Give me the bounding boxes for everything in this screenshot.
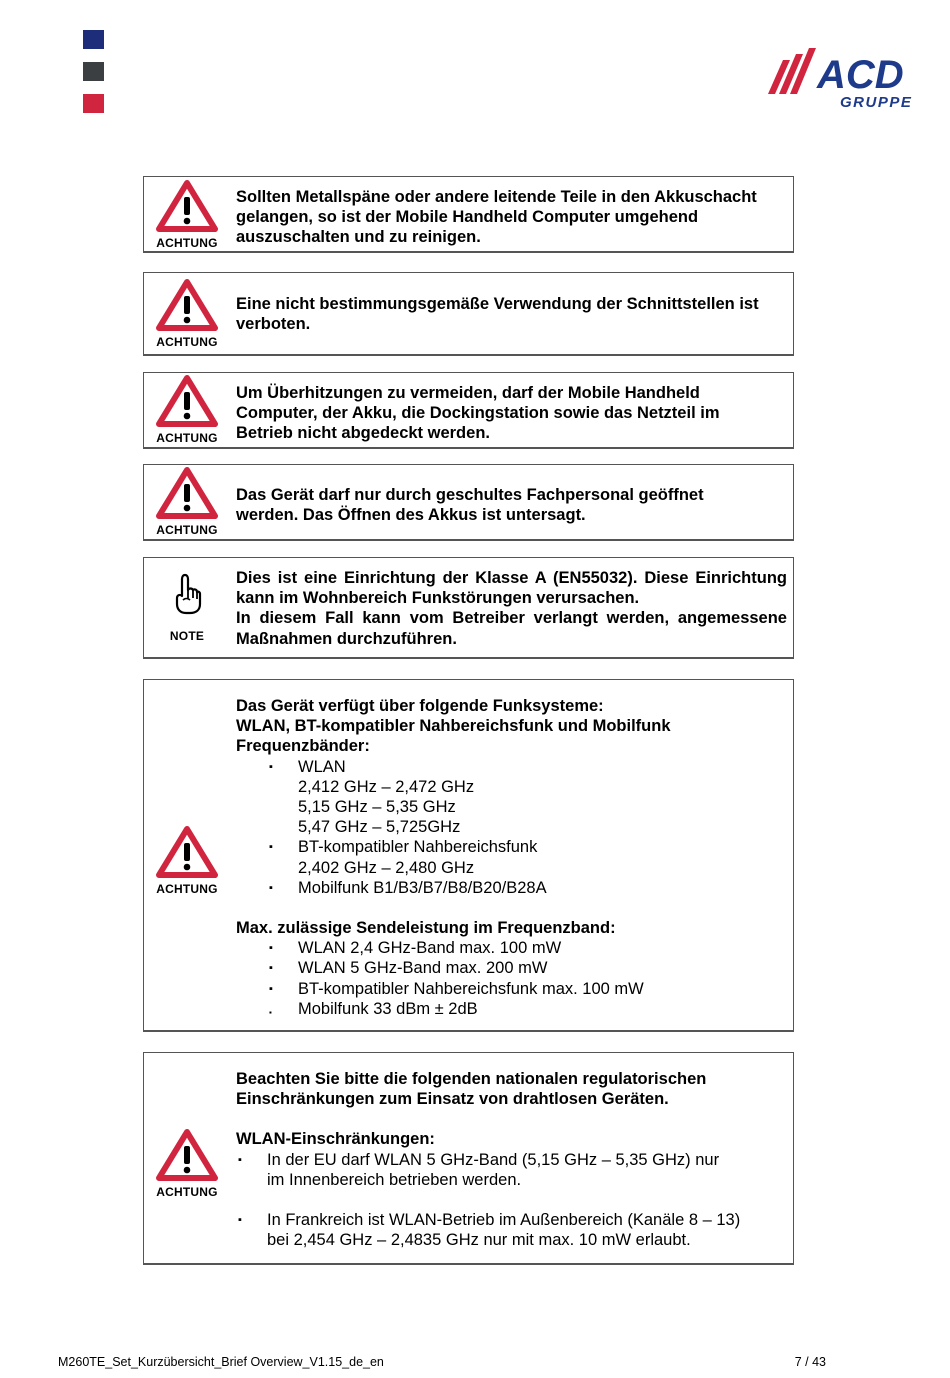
bullet-icon: ▪ xyxy=(269,982,273,995)
notice-label: ACHTUNG xyxy=(156,236,218,250)
bullet-icon: ▪ xyxy=(269,841,273,854)
notice-text xyxy=(236,696,787,1019)
band-value: 2,412 GHz – 2,472 GHz xyxy=(298,777,475,796)
restriction-item xyxy=(236,1210,787,1230)
notice-text xyxy=(236,485,787,525)
warning-triangle-icon xyxy=(156,375,218,427)
band-value: 2,402 GHz – 2,480 GHz xyxy=(298,858,475,877)
intro-line: Frequenzbänder: xyxy=(236,737,370,756)
bullet-icon: ▪ xyxy=(269,760,273,773)
bullet-icon: ▪ xyxy=(269,962,273,975)
warning-triangle-icon xyxy=(156,180,218,232)
power-item xyxy=(236,979,787,999)
warning-triangle-icon xyxy=(156,826,218,878)
band-value: 5,15 GHz – 5,35 GHz xyxy=(298,798,456,817)
power-item xyxy=(236,958,787,978)
notice-line: auszuschalten und zu reinigen. xyxy=(236,228,481,247)
notice-label: ACHTUNG xyxy=(156,1185,218,1199)
svg-text:GRUPPE: GRUPPE xyxy=(840,94,913,111)
restriction-continuation: bei 2,454 GHz – 2,4835 GHz nur mit max. 10 mW erlaubt. xyxy=(267,1231,691,1250)
intro-line: Das Gerät verfügt über folgende Funksysteme: xyxy=(236,697,604,715)
power-item xyxy=(236,999,787,1019)
svg-text:ACD: ACD xyxy=(817,53,904,97)
notice-line: Um Überhitzungen zu vermeiden, darf der Mobile Handheld xyxy=(236,384,700,402)
restriction-text: In Frankreich ist WLAN-Betrieb im Außenbereich (Kanäle 8 – 13) xyxy=(267,1211,741,1230)
band-name: Mobilfunk B1/B3/B7/B8/B20/B28A xyxy=(298,878,547,897)
power-text: WLAN 5 GHz-Band max. 200 mW xyxy=(298,959,548,978)
bullet-icon: ▪ xyxy=(269,881,273,894)
notice-line: Computer, der Akku, die Dockingstation sowie das Netzteil im xyxy=(236,404,720,423)
warning-box-regulatory xyxy=(143,1052,794,1265)
warning-triangle-icon xyxy=(156,279,218,331)
pointing-hand-icon xyxy=(172,573,202,615)
power-item xyxy=(236,938,787,958)
bullet-icon: ▪ xyxy=(269,1007,272,1017)
warning-box-metal-chips xyxy=(143,176,794,253)
band-item-bt xyxy=(236,837,787,857)
notice-text xyxy=(236,294,787,334)
notice-paragraph: Dies ist eine Einrichtung der Klasse A (EN55032). Diese Einrichtung kann im Wohnbereich Funkstörungen verursachen. xyxy=(236,569,787,608)
notice-line: Betrieb nicht abgedeckt werden. xyxy=(236,424,490,443)
notice-line: gelangen, so ist der Mobile Handheld Computer umgehend xyxy=(236,208,699,227)
intro-line: Einschränkungen zum Einsatz von drahtlosen Geräten. xyxy=(236,1090,669,1109)
notice-label: ACHTUNG xyxy=(156,882,218,896)
restriction-text: In der EU darf WLAN 5 GHz-Band (5,15 GHz – 5,35 GHz) nur xyxy=(267,1150,720,1169)
notice-text xyxy=(236,187,787,248)
band-item-mobile xyxy=(236,878,787,898)
warning-triangle-icon xyxy=(156,1129,218,1181)
warning-box-overheating xyxy=(143,372,794,449)
brand-square-gray xyxy=(83,62,104,81)
band-name: BT-kompatibler Nahbereichsfunk xyxy=(298,838,538,857)
notice-text xyxy=(236,568,787,649)
restriction-item xyxy=(236,1150,787,1170)
restriction-continuation: im Innenbereich betrieben werden. xyxy=(267,1170,522,1189)
notice-label: ACHTUNG xyxy=(156,523,218,537)
notice-label: ACHTUNG xyxy=(156,431,218,445)
note-icon-column xyxy=(144,558,230,657)
notice-label: ACHTUNG xyxy=(156,335,218,349)
notice-line: werden. Das Öffnen des Akkus ist untersagt. xyxy=(236,506,586,525)
band-value: 5,47 GHz – 5,725GHz xyxy=(298,818,461,837)
warning-triangle-icon xyxy=(156,467,218,519)
warning-box-interfaces xyxy=(143,272,794,356)
acd-gruppe-logo xyxy=(765,46,920,114)
warning-icon-column xyxy=(144,1053,230,1263)
power-text: BT-kompatibler Nahbereichsfunk max. 100 mW xyxy=(298,979,644,998)
power-text: Mobilfunk 33 dBm ± 2dB xyxy=(298,999,478,1018)
power-text: WLAN 2,4 GHz-Band max. 100 mW xyxy=(298,939,562,958)
warning-icon-column xyxy=(144,273,230,354)
intro-line: WLAN, BT-kompatibler Nahbereichsfunk und Mobilfunk xyxy=(236,717,671,736)
notice-label: NOTE xyxy=(169,628,205,643)
bullet-icon: ▪ xyxy=(238,1153,242,1166)
notice-paragraph: In diesem Fall kann vom Betreiber verlangt werden, angemessene Maßnahmen durchzuführen. xyxy=(236,609,787,648)
warning-box-opening xyxy=(143,464,794,541)
bullet-icon: ▪ xyxy=(238,1214,242,1227)
note-box-class-a xyxy=(143,557,794,659)
band-name: WLAN xyxy=(298,757,346,776)
wlan-restrictions-title: WLAN-Einschränkungen: xyxy=(236,1130,435,1149)
notice-line: verboten. xyxy=(236,315,311,334)
warning-icon-column xyxy=(144,680,230,1030)
footer-page-number: 7 / 43 xyxy=(794,1355,826,1369)
power-title: Max. zulässige Sendeleistung im Frequenzband: xyxy=(236,919,616,938)
notice-line: Sollten Metallspäne oder andere leitende Teile in den Akkuschacht xyxy=(236,188,757,206)
warning-icon-column xyxy=(144,373,230,447)
intro-line: Beachten Sie bitte die folgenden nationalen regulatorischen xyxy=(236,1070,707,1088)
notice-text xyxy=(236,1069,787,1250)
footer-document-name: M260TE_Set_Kurzübersicht_Brief Overview_V1.15_de_en xyxy=(58,1355,384,1369)
notice-line: Eine nicht bestimmungsgemäße Verwendung der Schnittstellen ist xyxy=(236,295,759,313)
warning-icon-column xyxy=(144,465,230,539)
brand-square-red xyxy=(83,94,104,113)
brand-square-blue xyxy=(83,30,104,49)
warning-icon-column xyxy=(144,177,230,251)
notice-line: Das Gerät darf nur durch geschultes Fachpersonal geöffnet xyxy=(236,486,704,504)
band-item-wlan xyxy=(236,757,787,777)
notice-text xyxy=(236,383,787,444)
bullet-icon: ▪ xyxy=(269,942,273,955)
warning-box-radio-systems xyxy=(143,679,794,1032)
